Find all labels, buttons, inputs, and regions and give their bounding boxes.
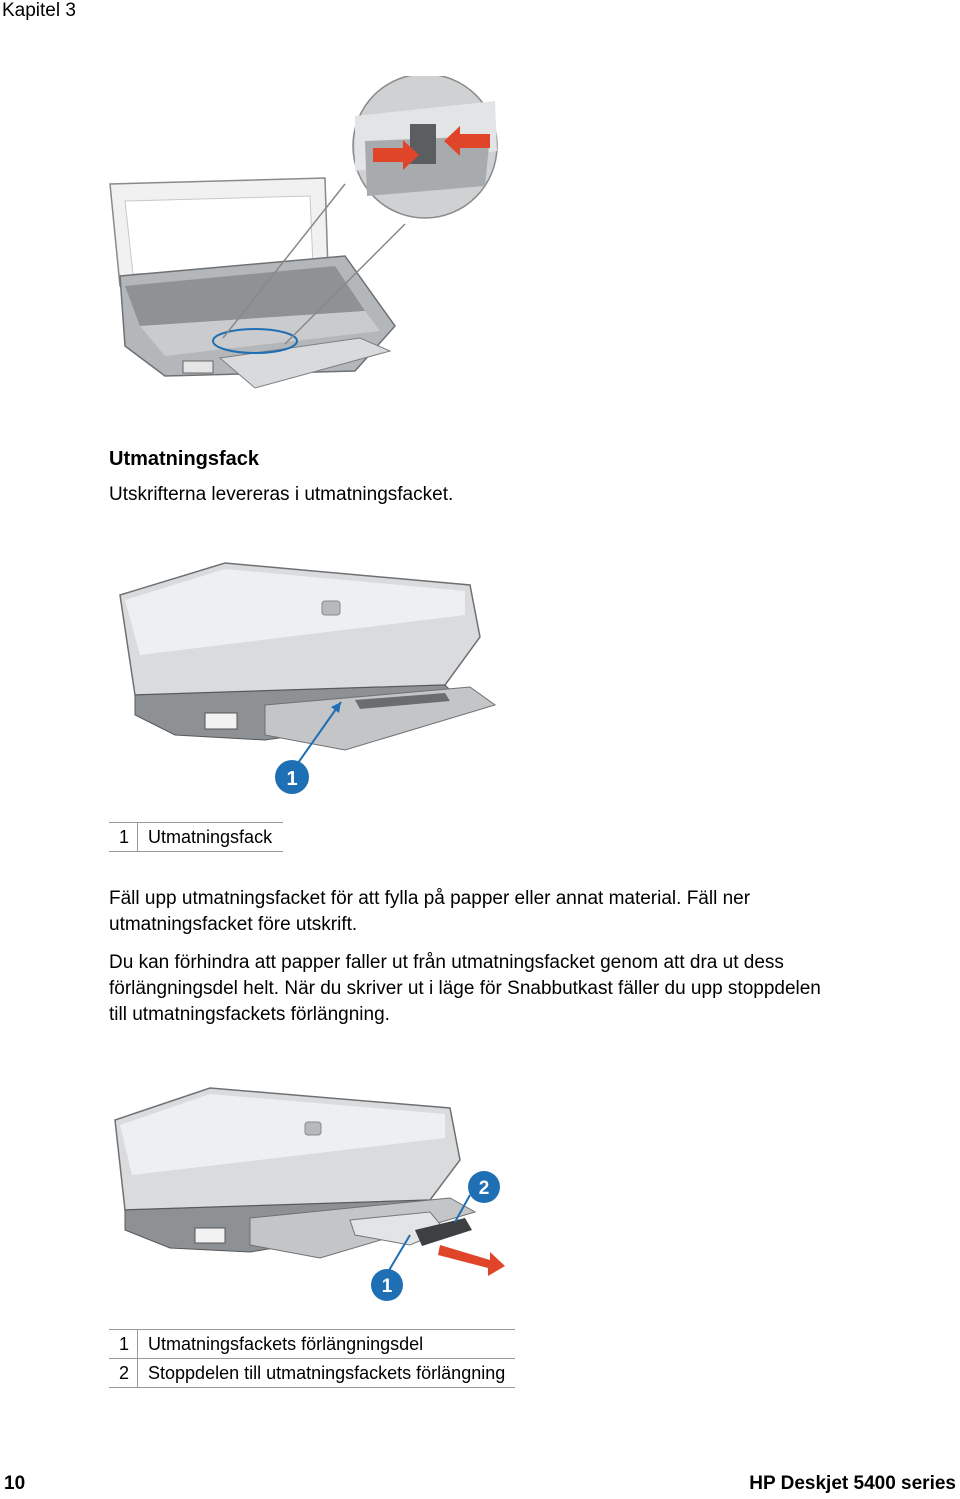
paragraph-extension [109, 950, 929, 1028]
callout-1-fig1: 1 [286, 768, 298, 790]
legend-number: 1 [109, 1330, 138, 1359]
paragraph-line: till utmatningsfackets förlängning. [109, 1004, 390, 1025]
legend-label: Utmatningsfack [138, 823, 284, 852]
figure2-legend [109, 1329, 515, 1388]
legend-row [109, 823, 283, 852]
product-title: HP Deskjet 5400 series [749, 1473, 956, 1494]
legend-number: 2 [109, 1359, 138, 1388]
legend-row [109, 1359, 515, 1388]
figure1-legend [109, 822, 283, 852]
section-intro: Utskrifterna levereras i utmatningsfacket. [109, 484, 454, 505]
page-number: 10 [4, 1473, 26, 1494]
paragraph-line: Du kan förhindra att papper faller ut från utmatningsfacket genom att dra ut dess [109, 952, 784, 973]
paragraph-tray-fold: Fäll upp utmatningsfacket för att fylla på papper eller annat material. Fäll ner utmatningsfacket före utskrift. [109, 888, 751, 935]
section-heading: Utmatningsfack [109, 448, 260, 470]
printer-output-tray-illustration [115, 555, 505, 805]
legend-number: 1 [109, 823, 138, 852]
legend-label: Stoppdelen till utmatningsfackets förlängning [138, 1359, 516, 1388]
legend-row [109, 1330, 515, 1359]
chapter-label: Kapitel 3 [2, 0, 76, 21]
callout-2-fig2: 2 [478, 1178, 490, 1199]
paragraph-line: förlängningsdel helt. När du skriver ut i läge för Snabbutkast fäller du upp stoppdelen [109, 978, 821, 999]
printer-open-illustration [105, 76, 510, 396]
printer-extension-illustration [110, 1080, 510, 1310]
legend-label: Utmatningsfackets förlängningsdel [138, 1330, 516, 1359]
callout-1-fig2: 1 [381, 1276, 393, 1297]
